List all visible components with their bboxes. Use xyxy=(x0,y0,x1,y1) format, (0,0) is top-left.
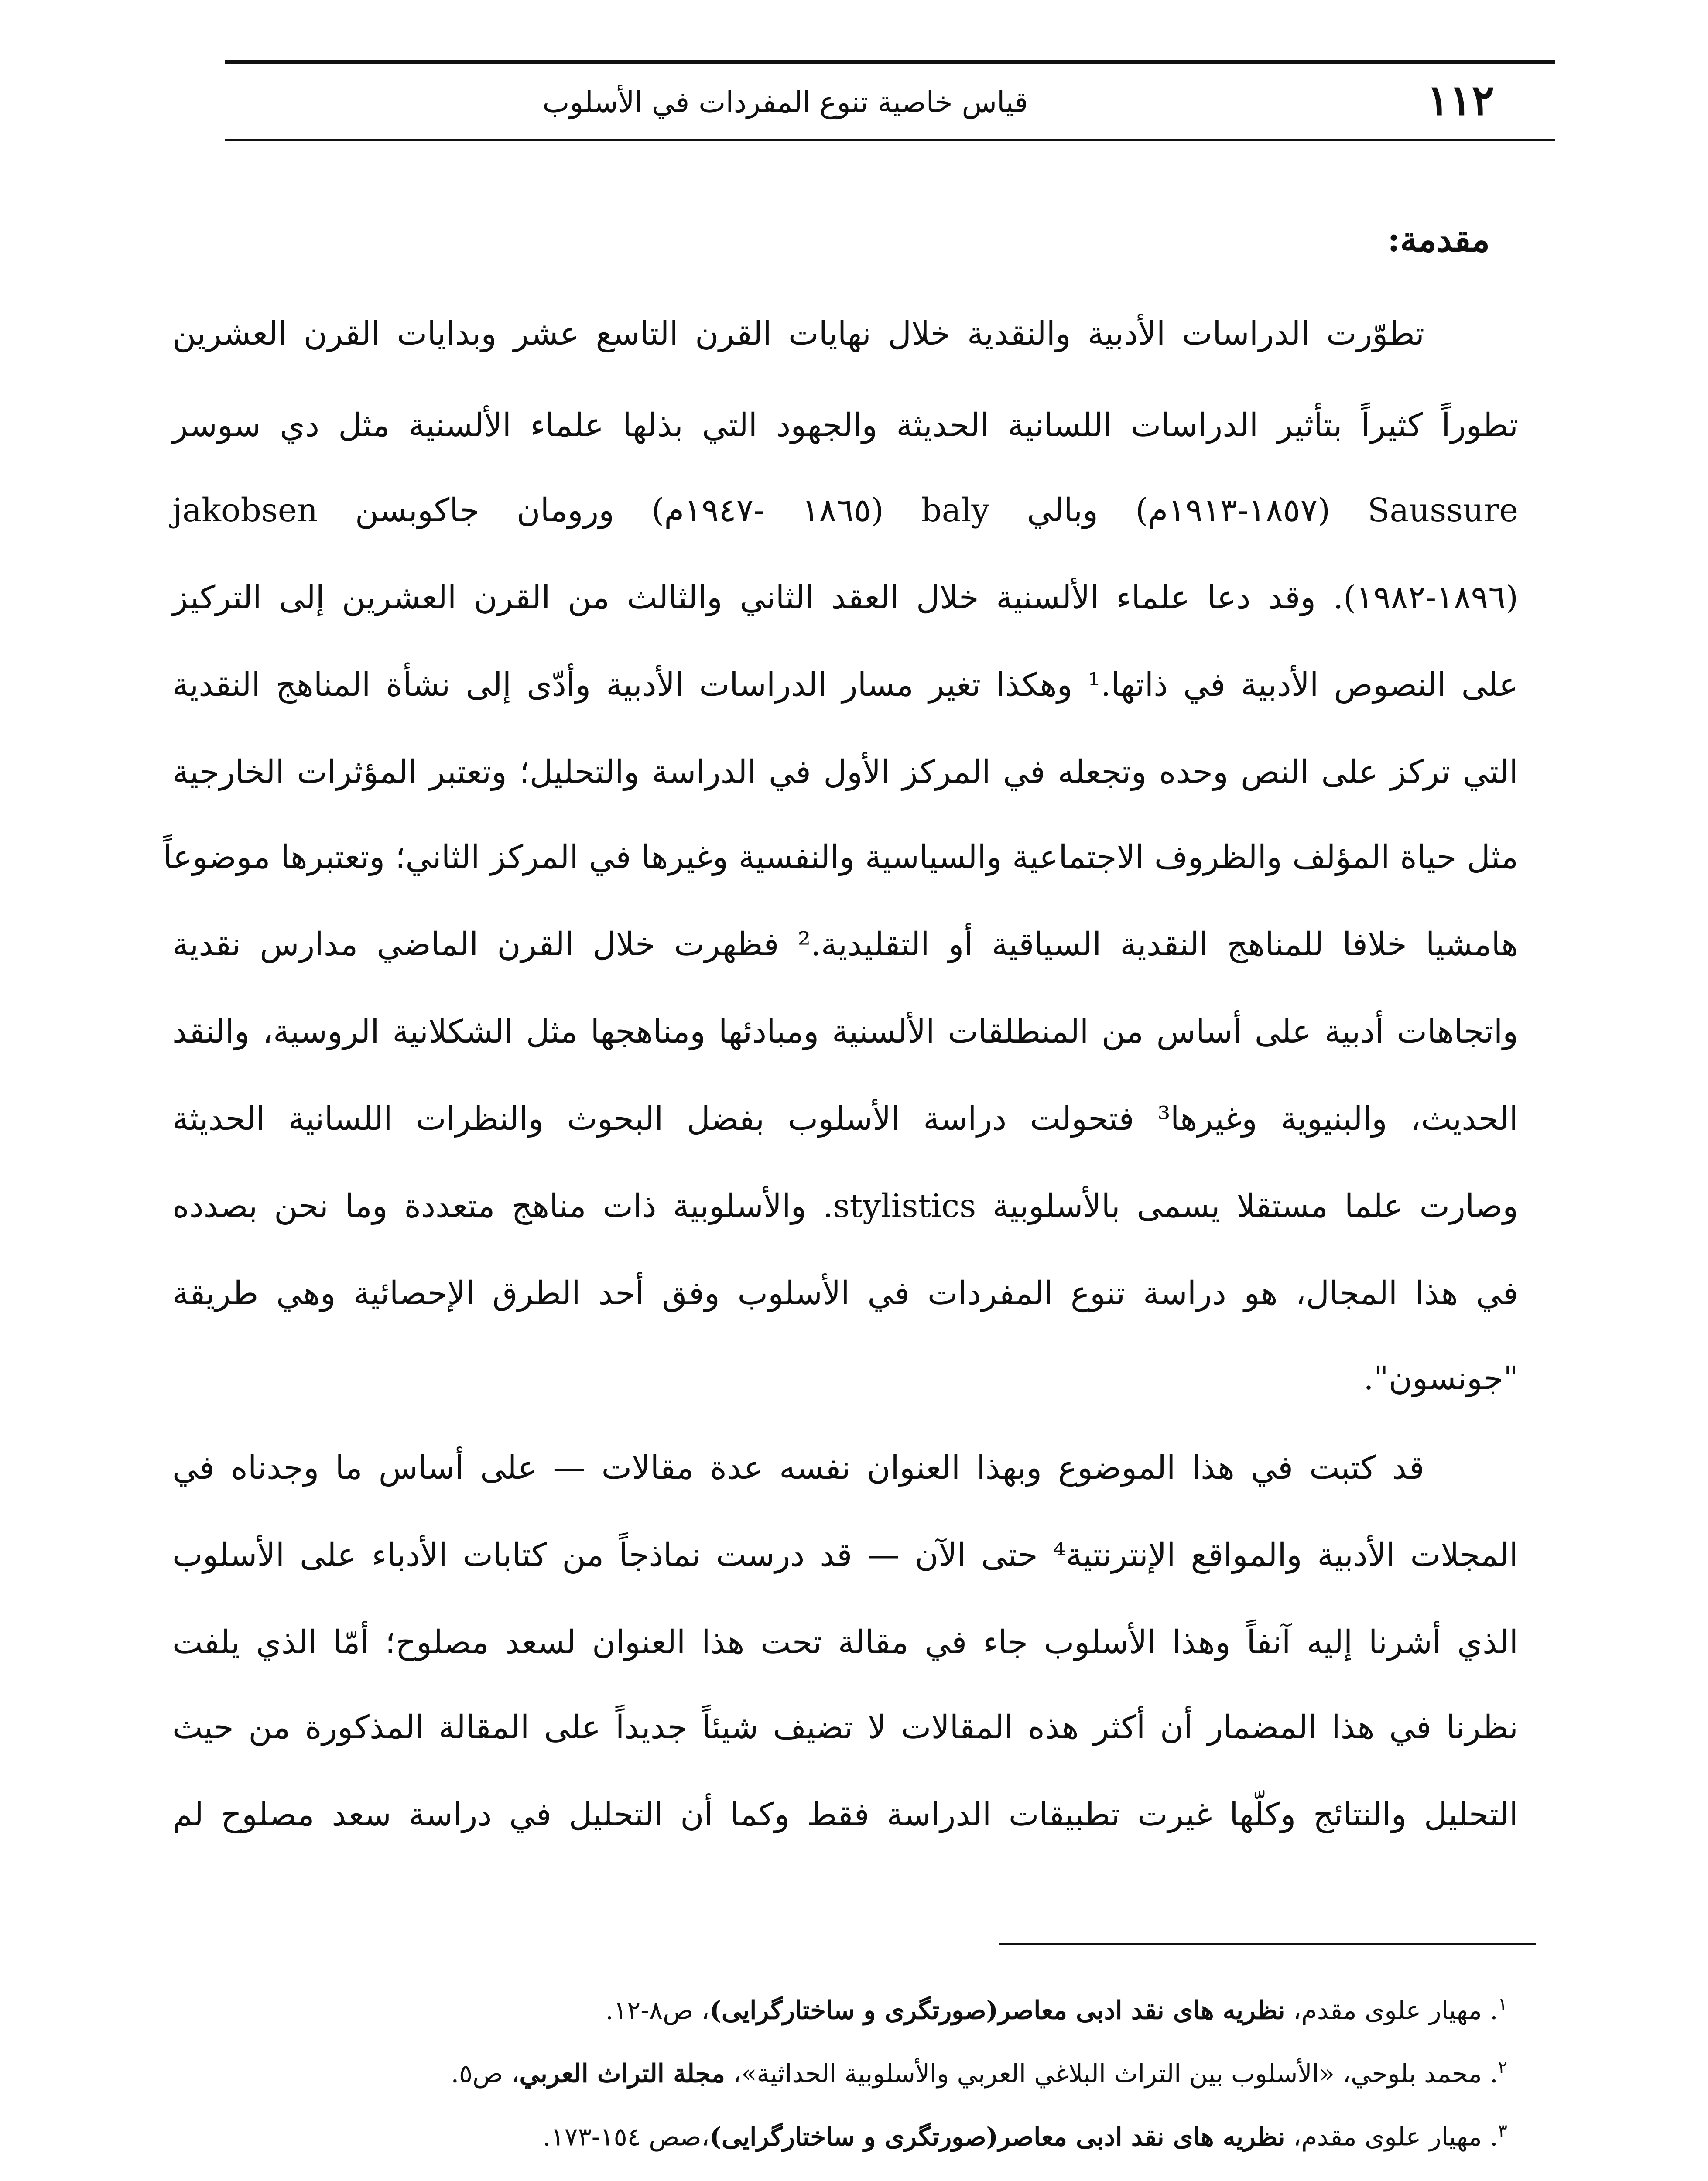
running-header-title: قياس خاصية تنوع المفردات في الأسلوب xyxy=(542,85,1028,119)
header-bottom-rule xyxy=(225,139,1555,141)
paragraph-1-line: تطوراً كثيراً بتأثير الدراسات اللسانية الحديثة والجهود التي بذلها علماء الألسنية مثل دي سوسر xyxy=(172,407,1518,444)
page-number: ١١٢ xyxy=(1427,75,1494,125)
paragraph-1-line: تطوّرت الدراسات الأدبية والنقدية خلال نهايات القرن التاسع عشر وبدايات القرن العشرين xyxy=(172,315,1424,352)
footnote-text: . محمد بلوحي، «الأسلوب بين التراث البلاغي العربي والأسلوبية الحداثية»، xyxy=(725,2058,1498,2089)
paragraph-1-line: واتجاهات أدبية على أساس من المنطلقات الألسنية ومبادئها ومناهجها مثل الشكلانية الروسية، والنقد xyxy=(172,1013,1518,1050)
paragraph-1-line: مثل حياة المؤلف والظروف الاجتماعية والسياسية والنفسية وغيرها في المركز الثاني؛ وتعتبرها موضوعاً xyxy=(163,838,1518,876)
footnote-book-title: نظريه هاى نقد ادبى معاصر(صورتگرى و ساختارگرايى) xyxy=(709,1995,1285,2025)
paragraph-2-line: قد كتبت في هذا الموضوع وبهذا العنوان نفسه عدة مقالات — على أساس ما وجدناه في xyxy=(172,1449,1424,1487)
paragraph-1-line: Saussure (١٨٥٧-١٩١٣م) وبالي baly (١٨٦٥ -١٩٤٧م) ورومان جاكوبسن jakobsen xyxy=(172,492,1518,529)
footnote-4 xyxy=(172,2170,1507,2181)
paragraph-1-line: في هذا المجال، هو دراسة تنوع المفردات في الأسلوب وفق أحد الطرق الإحصائية وهي طريقة xyxy=(172,1275,1518,1312)
paragraph-1-line: التي تركز على النص وحده وتجعله في المركز الأول في الدراسة والتحليل؛ وتعتبر المؤثرات الخارجية xyxy=(172,753,1518,791)
section-heading: مقدمة: xyxy=(1387,220,1490,260)
footnote-number: ١ xyxy=(1498,1994,1507,2014)
footnote-text: . مهيار علوى مقدم، xyxy=(1285,1995,1498,2025)
paragraph-1-line: الحديث، والبنيوية وغيرها³ فتحولت دراسة الأسلوب بفضل البحوث والنظرات اللسانية الحديثة xyxy=(172,1100,1518,1138)
footnote-text: . مهيار علوى مقدم، xyxy=(1285,2122,1498,2152)
footnote-number: ٣ xyxy=(1498,2121,1507,2141)
paragraph-2-line: نظرنا في هذا المضمار أن أكثر هذه المقالات لا تضيف شيئاً جديداً على المقالة المذكورة من حيث xyxy=(172,1709,1518,1746)
paragraph-1-line: على النصوص الأدبية في ذاتها.¹ وهكذا تغير مسار الدراسات الأدبية وأدّى إلى نشأة المناهج النقدية xyxy=(172,666,1518,704)
paragraph-2-line: التحليل والنتائج وكلّها غيرت تطبيقات الدراسة فقط وكما أن التحليل في دراسة سعد مصلوح لم xyxy=(172,1796,1518,1833)
paragraph-2-line: المجلات الأدبية والمواقع الإنترنتية⁴ حتى الآن — قد درست نماذجاً من كتابات الأدباء على الأسلوب xyxy=(172,1536,1518,1574)
footnote-pages: ،صص ١٥٤-١٧٣. xyxy=(542,2122,710,2152)
paragraph-1-line: وصارت علما مستقلا يسمى بالأسلوبية stylistics. والأسلوبية ذات مناهج متعددة وما نحن بصدده xyxy=(172,1187,1518,1225)
footnote-1 xyxy=(172,1980,1507,2034)
footnote-journal-title: مجلة التراث العربي xyxy=(519,2058,725,2089)
paragraph-1-line: هامشيا خلافا للمناهج النقدية السياقية أو التقليدية.² فظهرت خلال القرن الماضي مدارس نقدية xyxy=(172,926,1518,963)
paragraph-2-line: الذي أشرنا إليه آنفاً وهذا الأسلوب جاء في مقالة تحت هذا العنوان لسعد مصلوح؛ أمّا الذي يلفت xyxy=(172,1624,1518,1661)
paragraph-1-line: (١٨٩٦-١٩٨٢). وقد دعا علماء الألسنية خلال العقد الثاني والثالث من القرن العشرين إلى التركيز xyxy=(172,579,1518,616)
paragraph-1-line: "جونسون". xyxy=(1363,1360,1518,1397)
footnote-number: ٢ xyxy=(1498,2058,1507,2078)
footnote-3 xyxy=(172,2107,1507,2160)
footnote-2 xyxy=(172,2044,1507,2097)
footnote-separator xyxy=(999,1943,1536,1945)
footnote-pages: ، ص٥. xyxy=(451,2058,520,2089)
footnote-pages: ، ص٨-١٢. xyxy=(605,1995,710,2025)
header-top-rule xyxy=(225,60,1555,64)
footnote-book-title: نظريه هاى نقد ادبى معاصر(صورتگرى و ساختارگرايى) xyxy=(709,2122,1285,2152)
